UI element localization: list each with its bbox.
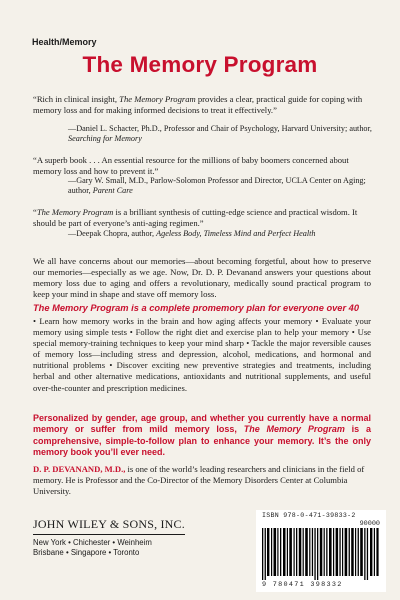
pitch-paragraph: Personalized by gender, age group, and whether you currently have a normal memory or suffer from mild memory loss, The Memory Program is a comprehensive, simple-to-follow plan to enhance your memory. It’s the only memory book you’ll ever need. [33, 413, 371, 457]
barcode-icon [262, 528, 380, 580]
isbn-text: ISBN 978-0-471-39833-2 [262, 512, 356, 519]
publisher-cities-line-2: Brisbane • Singapore • Toronto [33, 548, 140, 558]
features-list: • Learn how memory works in the brain and how aging affects your memory • Evaluate your memory using simple tests • Follow the right diet and exercise plan to help your memory • Use special memory-training techniques to keep your mind sharp • Tackle the major reversible causes of memory loss—including stress and depression, alcohol, medications, and hormonal and nutritional problems • Discover exciting new preventive strategies and treatments, including herbal and other alternative medications, antioxidants and nutritional supplements, and useful over-the-counter and prescription medicines. [33, 316, 371, 393]
review-quote-2: “A superb book . . . An essential resource for the millions of baby boomers concerned about memory loss and how to prevent it.” [33, 155, 349, 176]
book-title: The Memory Program [82, 52, 318, 77]
review-attribution-3: —Deepak Chopra, author, Ageless Body, Timeless Mind and Perfect Health [68, 229, 316, 238]
publisher-block [33, 515, 213, 558]
review-quote-3: “The Memory Program is a brilliant synthesis of cutting-edge science and practical wisdom. It should be part of everyone’s anti-aging regimen.” [33, 207, 358, 228]
review-quote-1: “Rich in clinical insight, The Memory Program provides a clear, practical guide for coping with memory loss and for making informed decisions to treat it effectively.” [33, 94, 363, 115]
category-label: Health/Memory [32, 37, 97, 47]
review-attribution-2: —Gary W. Small, M.D., Parlow-Solomon Professor and Director, UCLA Center on Aging; author, Parent Care [68, 176, 366, 196]
publisher-name: JOHN WILEY & SONS, INC. [33, 517, 185, 535]
barcode-digits: 9 780471 398332 [262, 581, 343, 589]
publisher-cities-line-1: New York • Chichester • Weinheim [33, 538, 152, 547]
review-attribution-1: —Daniel L. Schacter, Ph.D., Professor and Chair of Psychology, Harvard University; author, Searching for Memory [68, 124, 372, 144]
program-subhead: The Memory Program is a complete promemory plan for everyone over 40 [33, 303, 360, 313]
intro-paragraph: We all have concerns about our memories—about becoming forgetful, about how to preserve our memories—especially as we age. Now, Dr. D. P. Devanand answers your questions about memory loss due to aging and offers a revolutionary, medically sound practical program to keep your mind in shape and stave off memory loss. [33, 256, 371, 299]
author-bio: D. P. DEVANAND, M.D., is one of the world’s leading researchers and clinicians in the field of memory. He is Professor and the Co-Director of the Memory Disorders Center at Columbia University. [33, 464, 365, 496]
price-addon-code: 90000 [359, 520, 380, 528]
barcode-block [256, 510, 386, 592]
